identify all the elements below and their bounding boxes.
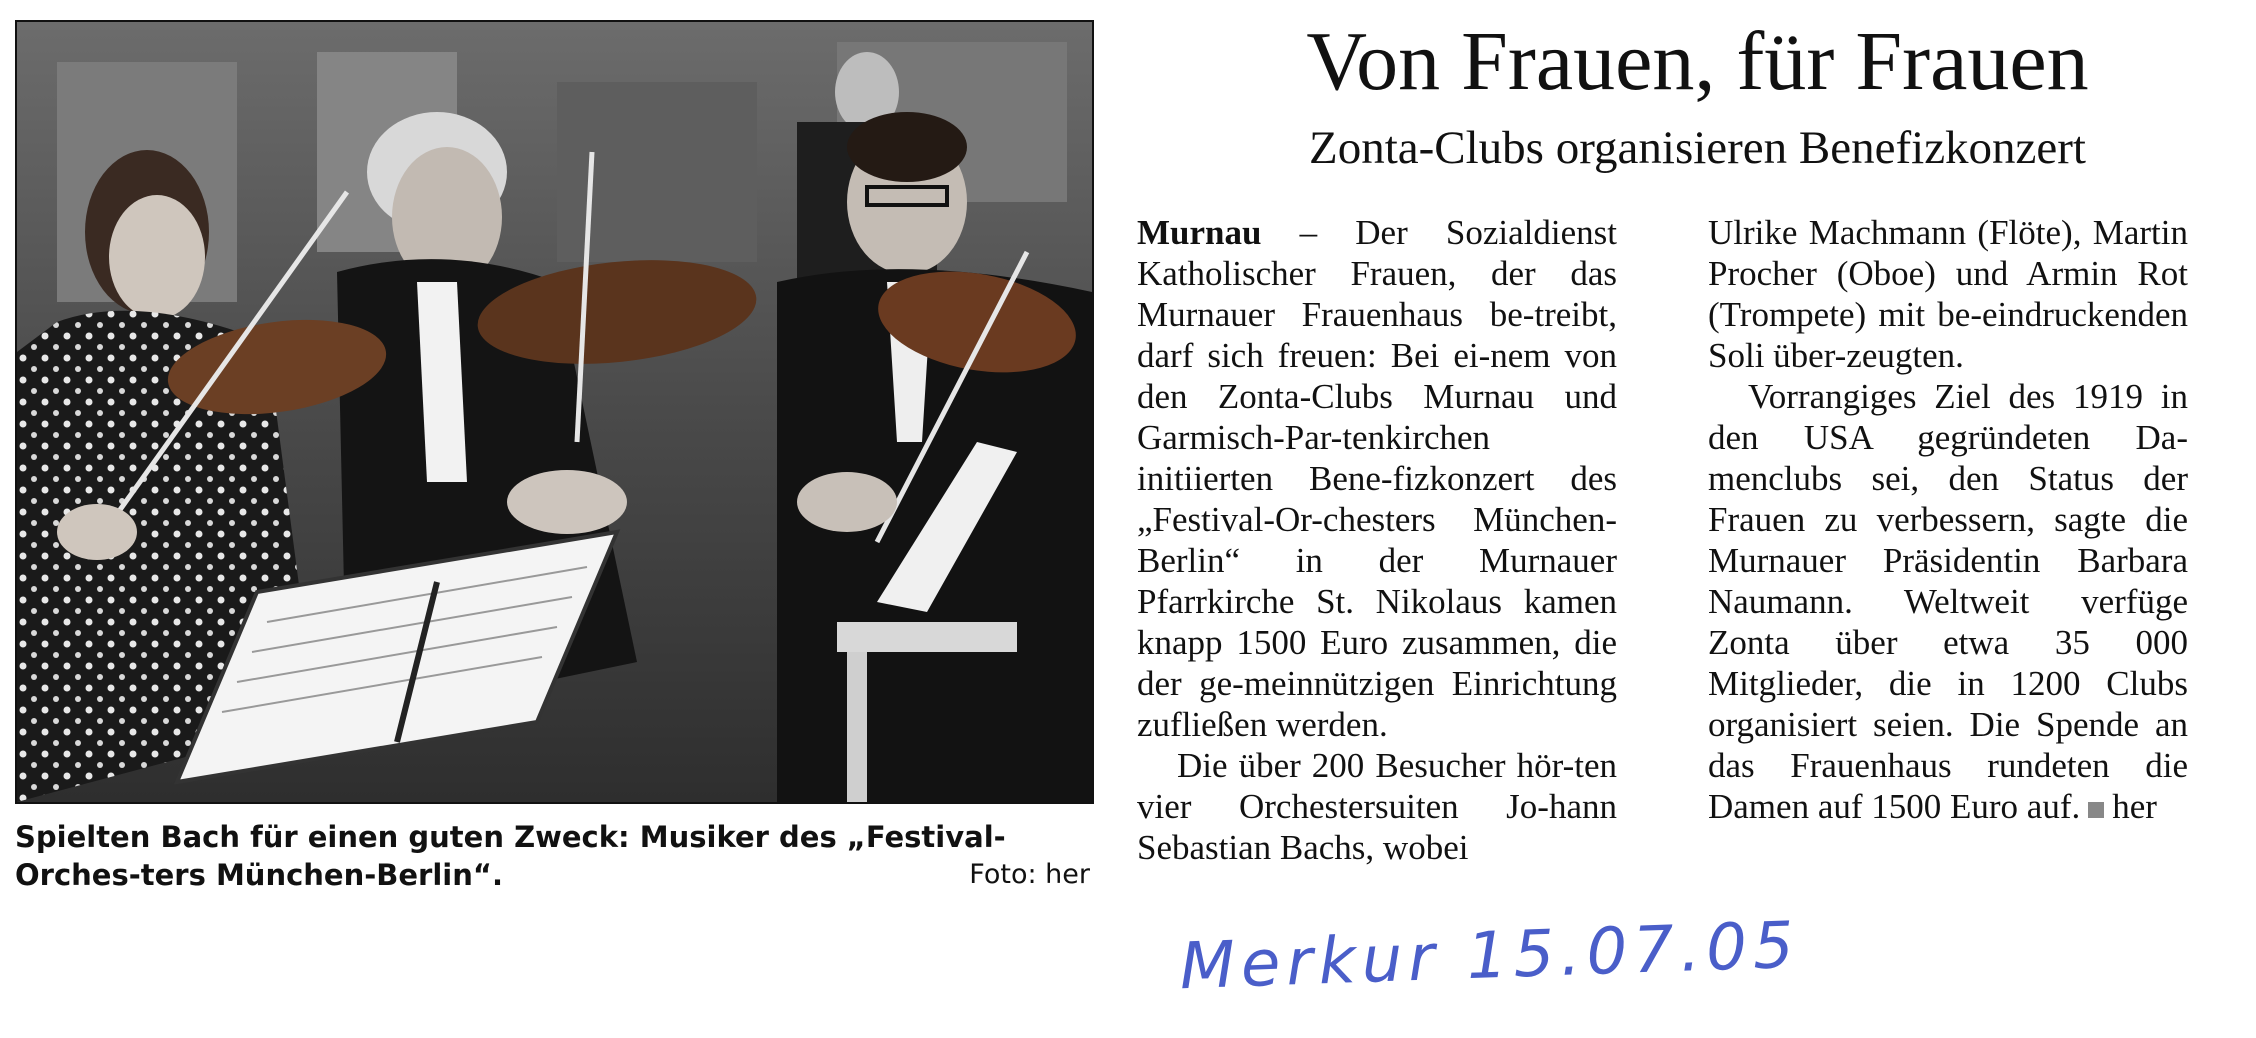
article-paragraph: [1137, 212, 1617, 745]
paragraph-text: – Der Sozialdienst Katholischer Frauen, der das Murnauer Frauenhaus be-treibt, darf sich freuen: Bei ei-nem von den Zonta-Clubs Murnau und Garmisch-Par-tenkirchen initiierten Bene-fizkonzert des „Festival-Or-chesters München-Berlin“ in der Murnauer Pfarrkirche St. Nikolaus kamen knapp 1500 Euro zusammen, die der ge-meinnützigen Einrichtung zufließen werden.: [1137, 213, 1617, 744]
article-column-1: [1137, 212, 1617, 868]
orchestra-photo-illustration: [17, 22, 1092, 802]
article-paragraph: Ulrike Machmann (Flöte), Martin Procher (Oboe) und Armin Rot (Trompete) mit be-eindruckenden Soli über-zeugten.: [1708, 213, 2188, 375]
author-signoff: her: [2112, 787, 2157, 826]
article-paragraph: Die über 200 Besucher hör-ten vier Orchestersuiten Jo-hann Sebastian Bachs, wobei: [1137, 746, 1617, 867]
photo-credit: Foto: her: [969, 859, 1090, 890]
dateline: Murnau: [1137, 213, 1262, 252]
article-paragraph: [1708, 376, 2188, 827]
subheadline: Zonta-Clubs organisieren Benefizkonzert: [1309, 122, 2086, 174]
paragraph-text: Vorrangiges Ziel des 1919 in den USA gegründeten Da-menclubs sei, den Status der Frauen zu verbessern, sagte die Murnauer Präsidentin Barbara Naumann. Weltweit verfüge Zonta über etwa 35 000 Mitglieder, die in 1200 Clubs organisiert seien. Die Spende an das Frauenhaus rundeten die Damen auf 1500 Euro auf.: [1708, 377, 2188, 826]
handwritten-note: Merkur 15.07.05: [1178, 908, 1801, 1005]
photo-caption: Spielten Bach für einen guten Zweck: Musiker des „Festival-Orches-ters München-Berlin“.: [15, 820, 1006, 892]
article-column-2: [1708, 212, 2188, 827]
orchestra-photo: [15, 20, 1094, 804]
end-mark-icon: [2088, 802, 2104, 818]
headline: Von Frauen, für Frauen: [1306, 15, 2089, 108]
